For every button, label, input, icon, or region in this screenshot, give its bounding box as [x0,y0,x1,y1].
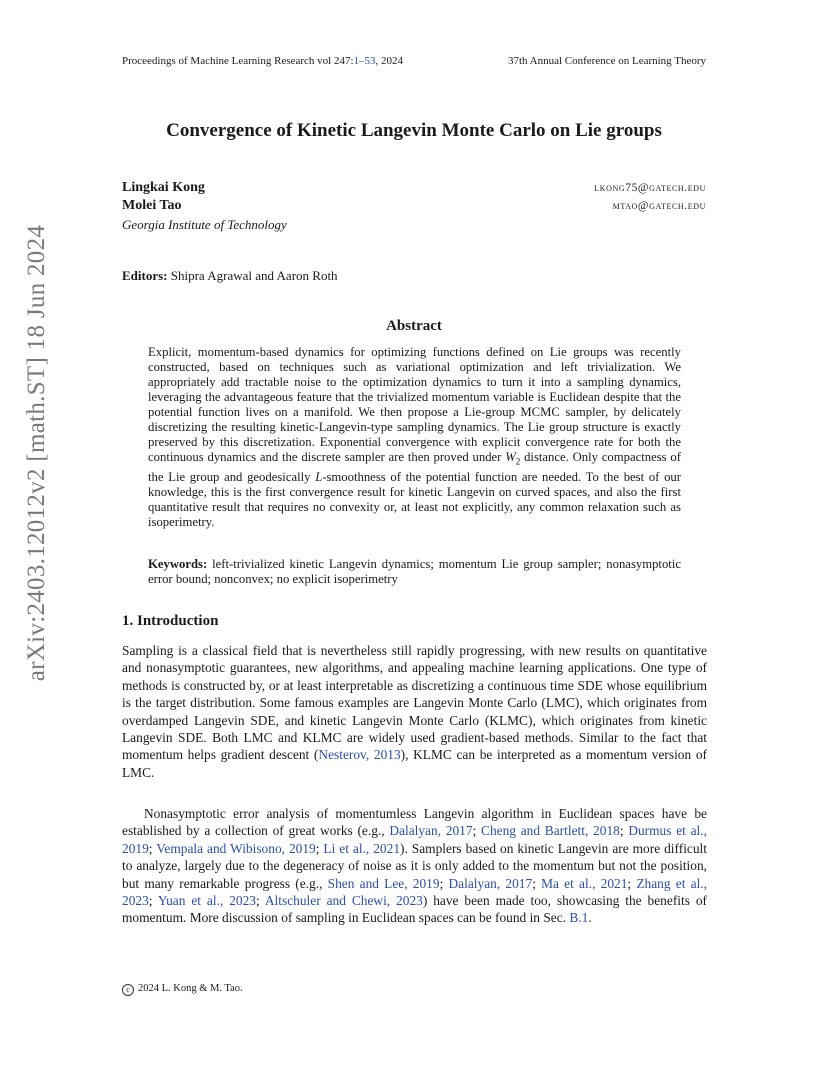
citation-link[interactable]: Nesterov, 2013 [318,747,401,763]
citation-link[interactable]: Cheng and Bartlett, 2018 [481,823,620,839]
citation-link[interactable]: Altschuler and Chewi, 2023 [264,893,423,909]
citation-link[interactable]: Dalalyan, 2017 [448,875,533,891]
citation-link[interactable]: Shen and Lee, 2019 [327,875,440,891]
arxiv-id: arXiv:2403.12012v2 [math.ST] 18 Jun 2024 [23,224,51,681]
keywords: Keywords: left-trivialized kinetic Langevin dynamics; momentum Lie group sampler; nonasymptotic error bound; nonconvex; no explicit isoperimetry [148,557,681,587]
editors-label: Editors: [122,268,168,283]
copyright-footer: c 2024 L. Kong & M. Tao. [122,983,243,996]
intro-paragraph-2: Nonasymptotic error analysis of momentumless Langevin algorithm in Euclidean spaces have be established by a collection of great works (e.g., Dalalyan, 2017; Cheng and Bartlett, 2018; Durmus et al., 2019; Vempala and Wibisono, 2019; Li et al., 2021). Samplers based on kinetic Langevin are more difficult to analyze, largely due to the degeneracy of noise as it is only added to the momentum but not the position, but many remarkable progress (e.g., Shen and Lee, 2019; Dalalyan, 2017; Ma et al., 2021; Zhang et al., 2023; Yuan et al., 2023; Altschuler and Chewi, 2023) have been made too, showcasing the benefits of momentum. More discussion of sampling in Euclidean spaces can be found in Sec. B.1. [122,806,707,926]
section-ref-link[interactable]: B.1 [569,910,589,926]
keywords-label: Keywords: [148,557,208,571]
intro-paragraph-1: Sampling is a classical field that is nevertheless still rapidly progressing, with new results on quantitative and nonasymptotic guarantees, new algorithms, and appealing machine learning applications. One type of methods is constructed by, or at least interpretable as discretizing a continuous time SDE whose equilibrium is the target distribution. Some famous examples are Langevin Monte Carlo (LMC), which originates from overdamped Langevin SDE, and kinetic Langevin Monte Carlo (KLMC), which originates from kinetic Langevin SDE. Both LMC and KLMC are widely used gradient-based methods. Similar to the fact that momentum helps gradient descent (Nesterov, 2013), KLMC can be interpreted as a momentum version of LMC. [122,643,708,780]
abstract-heading: Abstract [386,318,442,334]
author-name: Lingkai Kong [122,180,205,195]
paper-title: Convergence of Kinetic Langevin Monte Carlo on Lie groups [166,120,662,141]
citation-link[interactable]: Yuan et al., 2023 [157,893,256,909]
citation-link[interactable]: Vempala and Wibisono, 2019 [156,840,316,856]
running-header-conference: 37th Annual Conference on Learning Theory [507,55,706,67]
citation-link[interactable]: Zhang et al., 2023 [122,875,707,909]
editors-line [122,268,338,284]
author-email[interactable]: mtao@gatech.edu [612,200,706,212]
author-name: Molei Tao [122,198,182,213]
affiliation: Georgia Institute of Technology [122,217,287,232]
abstract-body: Explicit, momentum-based dynamics for optimizing functions defined on Lie groups was recently constructed, based on techniques such as variational optimization and left trivialization. We appropriately add tractable noise to the optimization dynamics to turn it into a sampling dynamics, leveraging the advantageous feature that the trivialized momentum variable is Euclidean despite that the potential function lives on a manifold. We then propose a Lie-group MCMC sampler, by delicately discretizing the resulting kinetic-Langevin-type sampling dynamics. The Lie group structure is exactly preserved by this discretization. Exponential convergence with explicit convergence rate for both the continuous dynamics and the discrete sampler are then proved under $W_2$ distance. Only compactness of the Lie group and geodesically L-smoothness of the potential function are needed. To the best of our knowledge, this is the first convergence result for kinetic Langevin on curved spaces, and also the first quantitative result that requires no convexity or, at least not explicitly, any common relaxation such as isoperimetry. [148,345,681,530]
editors-names: Shipra Agrawal and Aaron Roth [167,268,338,283]
citation-link[interactable]: Durmus et al., 2019 [122,823,707,856]
citation-link[interactable]: Li et al., 2021 [323,840,401,856]
running-header-venue: Proceedings of Machine Learning Research vol 247:1–53, 2024 [122,55,404,67]
section-heading: 1. Introduction [122,613,219,629]
author-email[interactable]: lkong75@gatech.edu [594,182,706,194]
copyright-icon: c [122,984,134,996]
citation-link[interactable]: Dalalyan, 2017 [389,823,473,839]
page-range-link[interactable]: 1–53 [353,55,376,67]
citation-link[interactable]: Ma et al., 2021 [541,875,628,891]
